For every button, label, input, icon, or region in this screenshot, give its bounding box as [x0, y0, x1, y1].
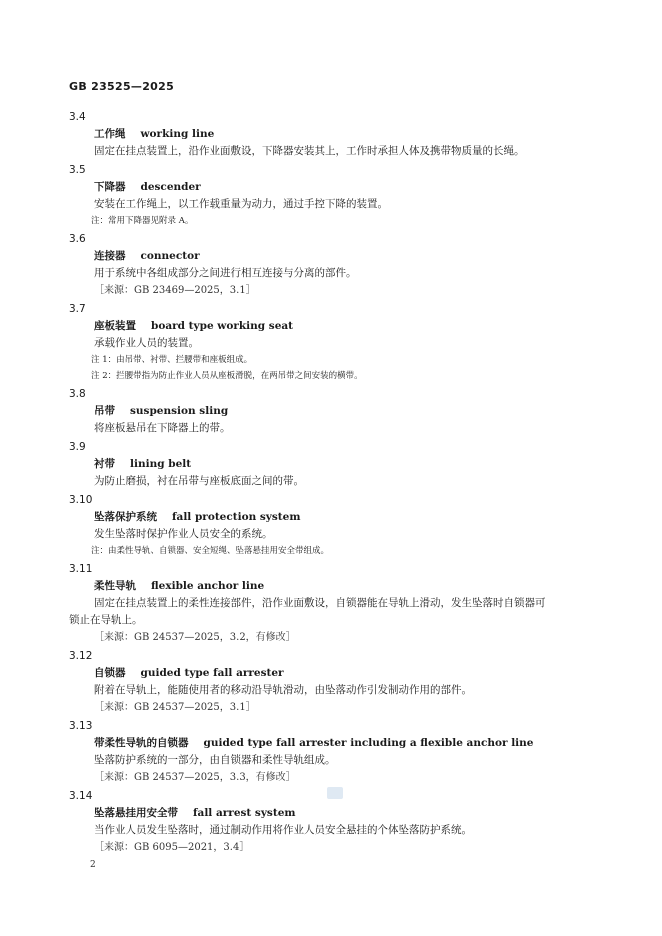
watermark-logo — [327, 787, 343, 799]
term-zh: 连接器 — [94, 250, 126, 262]
term-source: ［来源：GB 24537—2025，3.1］ — [94, 702, 256, 713]
term-en: fall protection system — [172, 511, 301, 523]
term-en: flexible anchor line — [151, 580, 265, 592]
term-en: guided type fall arrester — [140, 667, 284, 679]
term-zh: 座板装置 — [94, 320, 136, 332]
term-zh: 自锁器 — [94, 667, 126, 679]
term-source: ［来源：GB 6095—2021，3.4］ — [94, 842, 250, 853]
term-en: descender — [140, 181, 201, 193]
term-zh: 柔性导轨 — [94, 580, 136, 592]
term-source: ［来源：GB 24537—2025，3.3，有修改］ — [94, 772, 296, 783]
term-source: ［来源：GB 24537—2025，3.2，有修改］ — [94, 632, 296, 643]
term-entry — [69, 161, 589, 229]
term-note: 注 2：拦腰带指为防止作业人员从座板滑脱，在两吊带之间安装的横带。 — [91, 371, 363, 381]
term-heading — [69, 179, 589, 196]
term-note: 注：常用下降器见附录 A。 — [91, 216, 194, 226]
standard-header: GB 23525—2025 — [69, 80, 175, 93]
term-number: 3.13 — [69, 720, 93, 732]
term-zh: 带柔性导轨的自锁器 — [94, 737, 189, 749]
term-heading — [69, 735, 589, 752]
term-entry — [69, 717, 589, 786]
term-number: 3.7 — [69, 303, 86, 315]
term-number: 3.11 — [69, 563, 93, 575]
term-number: 3.10 — [69, 494, 93, 506]
term-definition: 为防止磨损，衬在吊带与座板底面之间的带。 — [94, 475, 304, 487]
term-source: ［来源：GB 23469—2025，3.1］ — [94, 285, 256, 296]
term-number: 3.12 — [69, 650, 93, 662]
term-zh: 衬带 — [94, 458, 115, 470]
term-number: 3.5 — [69, 164, 86, 176]
term-definition: 固定在挂点装置上，沿作业面敷设，下降器安装其上，工作时承担人体及携带物质量的长绳。 — [94, 145, 525, 157]
term-note: 注：由柔性导轨、自锁器、安全短绳、坠落悬挂用安全带组成。 — [91, 546, 330, 556]
term-heading — [69, 126, 589, 143]
term-number: 3.14 — [69, 790, 93, 802]
term-number: 3.9 — [69, 441, 86, 453]
term-definition: 固定在挂点装置上的柔性连接部件，沿作业面敷设，自锁器能在导轨上滑动，发生坠落时自锁器可 — [94, 597, 546, 609]
term-entry — [69, 230, 589, 299]
term-definition: 将座板悬吊在下降器上的带。 — [94, 422, 231, 434]
term-entry — [69, 560, 589, 646]
term-entry — [69, 438, 589, 490]
term-en: lining belt — [130, 458, 192, 470]
term-definition: 承载作业人员的装置。 — [94, 337, 199, 349]
term-en: guided type fall arrester including a flexible anchor line — [203, 737, 534, 749]
term-zh: 吊带 — [94, 405, 115, 417]
term-entry — [69, 647, 589, 716]
term-zh: 坠落悬挂用安全带 — [94, 807, 178, 819]
term-zh: 下降器 — [94, 181, 126, 193]
term-en: fall arrest system — [193, 807, 296, 819]
term-entry — [69, 385, 589, 437]
term-en: connector — [140, 250, 200, 262]
term-zh: 工作绳 — [94, 128, 126, 140]
term-en: working line — [140, 128, 215, 140]
term-entry — [69, 108, 589, 160]
term-heading — [69, 318, 589, 335]
term-definition: 坠落防护系统的一部分，由自锁器和柔性导轨组成。 — [94, 754, 336, 766]
term-definition: 当作业人员发生坠落时，通过制动作用将作业人员安全悬挂的个体坠落防护系统。 — [94, 824, 472, 836]
term-heading — [69, 403, 589, 420]
term-number: 3.8 — [69, 388, 86, 400]
term-definition: 安装在工作绳上，以工作载重量为动力，通过手控下降的装置。 — [94, 198, 388, 210]
term-heading — [69, 248, 589, 265]
term-entry — [69, 300, 589, 384]
term-number: 3.6 — [69, 233, 86, 245]
term-heading — [69, 509, 589, 526]
term-number: 3.4 — [69, 111, 86, 123]
term-definition: 用于系统中各组成部分之间进行相互连接与分离的部件。 — [94, 267, 357, 279]
term-entry — [69, 491, 589, 559]
term-definition: 附着在导轨上，能随使用者的移动沿导轨滑动，由坠落动作引发制动作用的部件。 — [94, 684, 472, 696]
term-heading — [69, 578, 589, 595]
terms-list — [69, 107, 589, 856]
term-en: suspension sling — [130, 405, 229, 417]
term-zh: 坠落保护系统 — [94, 511, 157, 523]
term-heading — [69, 665, 589, 682]
term-definition: 发生坠落时保护作业人员安全的系统。 — [94, 528, 273, 540]
term-definition-continued: 锁止在导轨上。 — [69, 614, 143, 626]
page-number: 2 — [90, 860, 96, 870]
term-heading — [69, 805, 589, 822]
term-en: board type working seat — [151, 320, 294, 332]
term-heading — [69, 456, 589, 473]
term-note: 注 1：由吊带、衬带、拦腰带和座板组成。 — [91, 355, 253, 365]
